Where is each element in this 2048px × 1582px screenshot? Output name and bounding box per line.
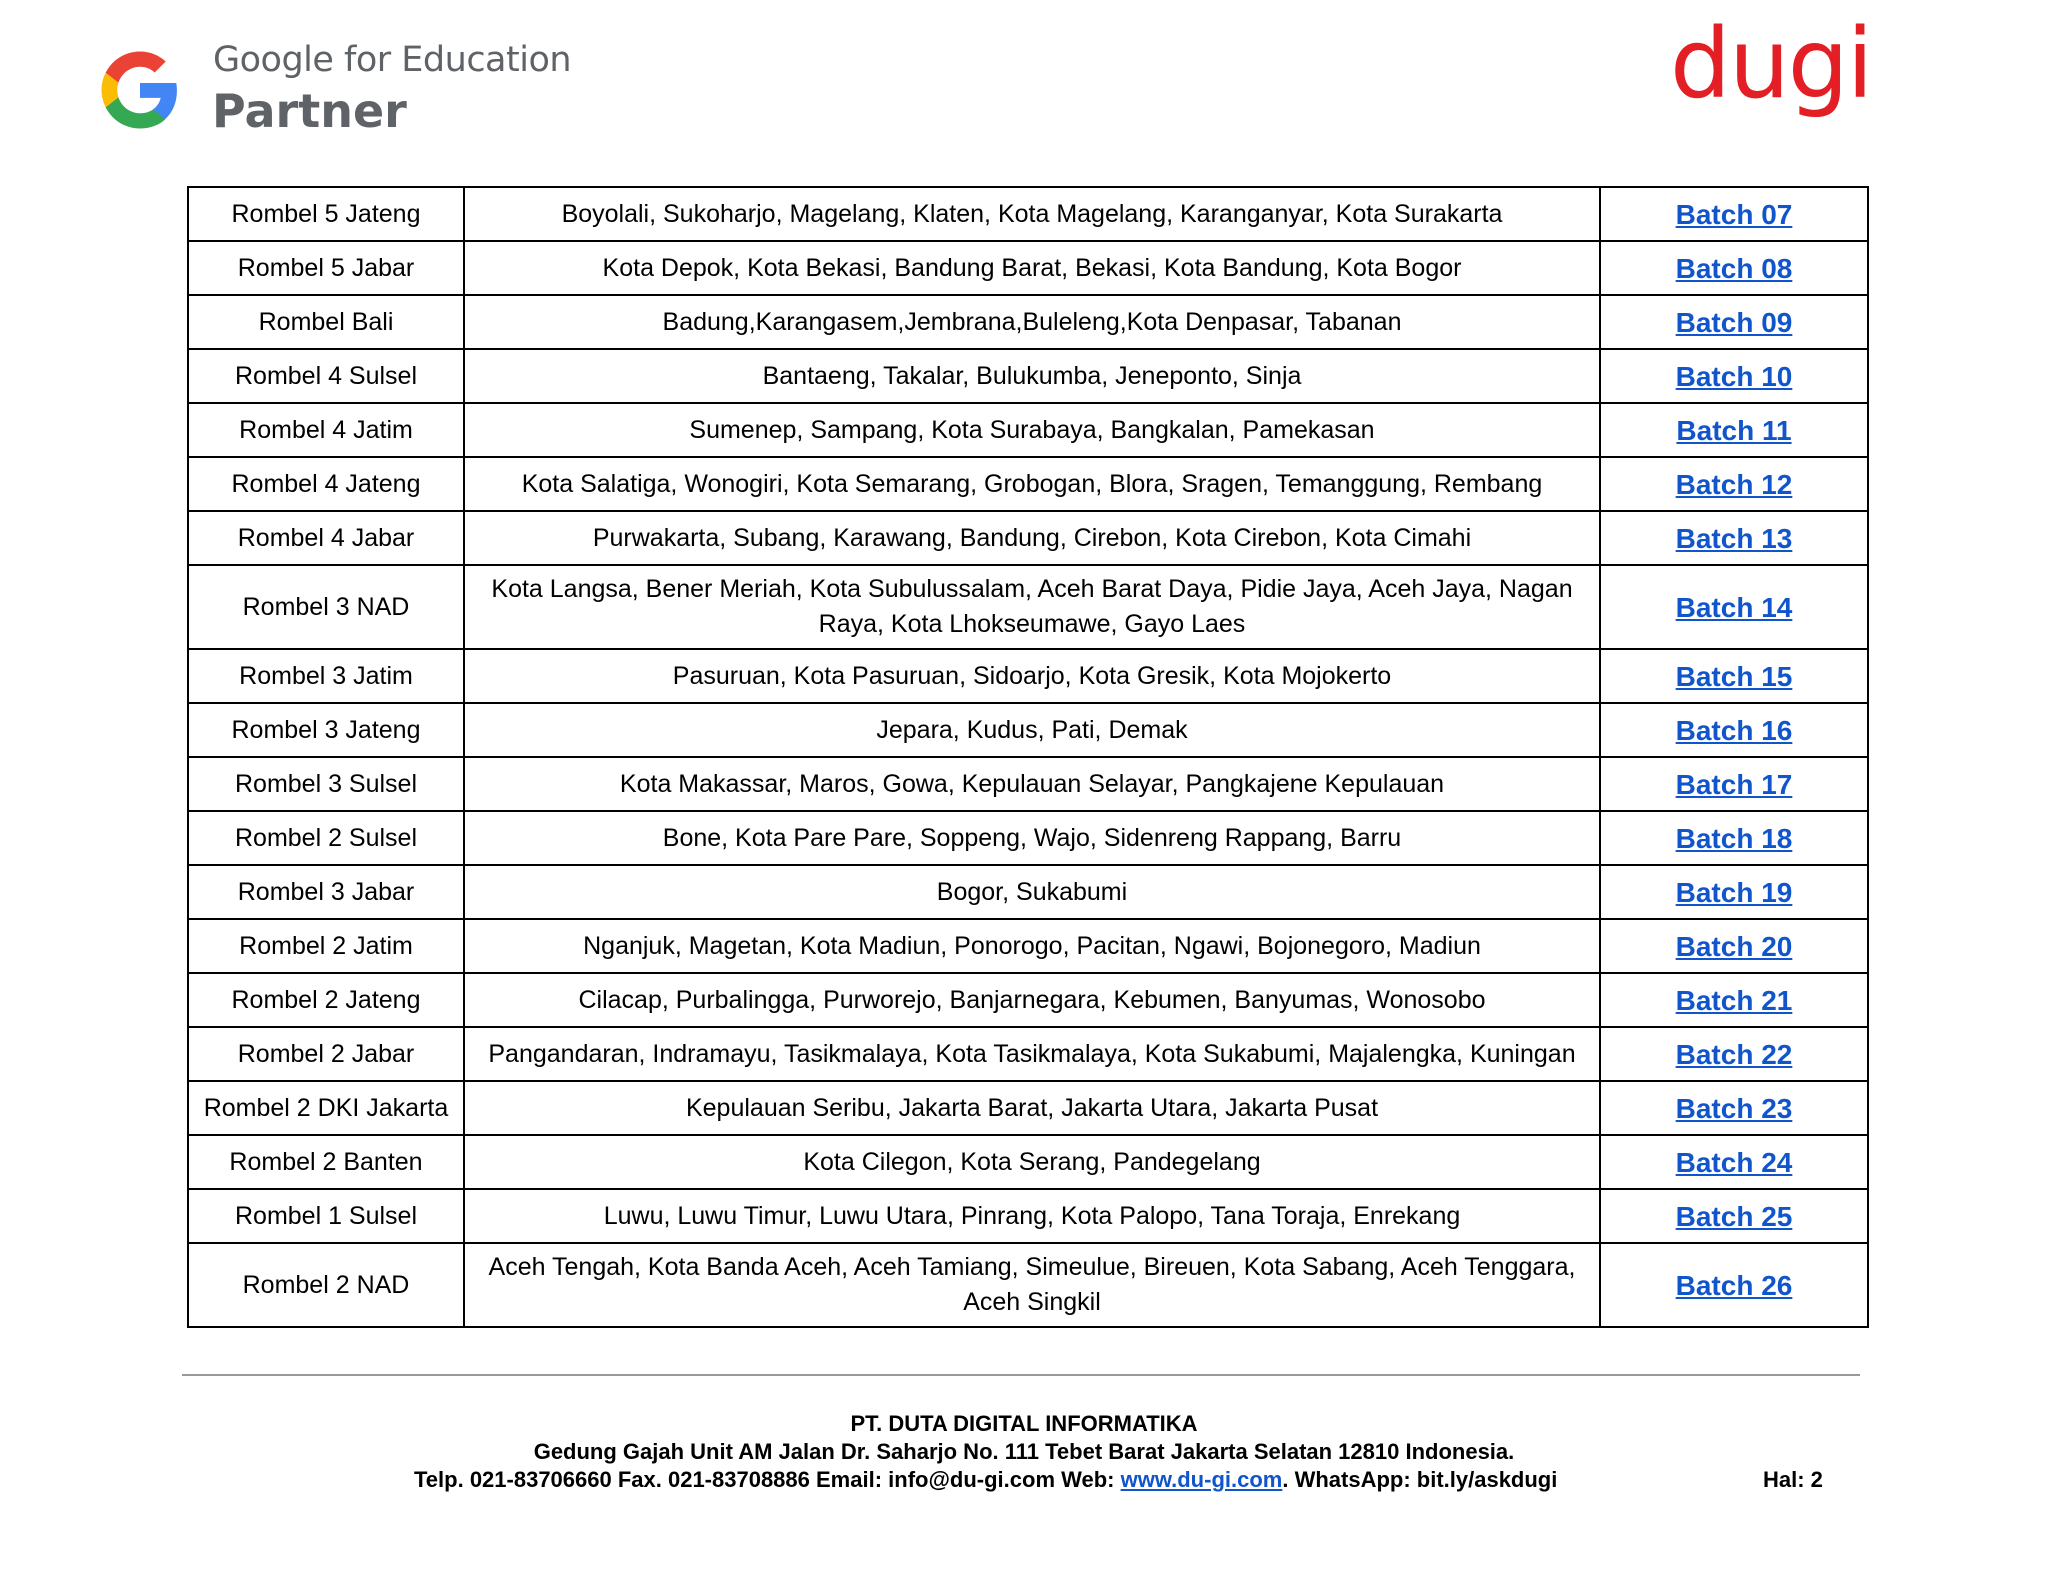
regions-cell: Nganjuk, Magetan, Kota Madiun, Ponorogo, Pacitan, Ngawi, Bojonegoro, Madiun xyxy=(464,919,1600,973)
batch-cell xyxy=(1600,1027,1868,1081)
batch-link[interactable]: Batch 10 xyxy=(1675,360,1793,392)
regions-cell: Bantaeng, Takalar, Bulukumba, Jeneponto, Sinja xyxy=(464,349,1600,403)
rombel-cell: Rombel 5 Jateng xyxy=(188,187,464,241)
dugi-logo xyxy=(1670,8,1872,140)
table-row xyxy=(188,649,1868,703)
regions-cell: Badung,Karangasem,Jembrana,Buleleng,Kota Denpasar, Tabanan xyxy=(464,295,1600,349)
table-row xyxy=(188,1081,1868,1135)
batch-cell xyxy=(1600,1081,1868,1135)
batch-cell xyxy=(1600,565,1868,649)
brand-title: Google for Education xyxy=(213,40,572,80)
rombel-cell: Rombel 4 Sulsel xyxy=(188,349,464,403)
rombel-cell: Rombel 2 NAD xyxy=(188,1243,464,1327)
regions-cell: Kota Makassar, Maros, Gowa, Kepulauan Selayar, Pangkajene Kepulauan xyxy=(464,757,1600,811)
table-row xyxy=(188,973,1868,1027)
batch-link[interactable]: Batch 13 xyxy=(1675,522,1793,554)
batch-link[interactable]: Batch 23 xyxy=(1675,1092,1793,1124)
table-row xyxy=(188,187,1868,241)
rombel-cell: Rombel 2 Jatim xyxy=(188,919,464,973)
table-row xyxy=(188,241,1868,295)
batch-cell xyxy=(1600,919,1868,973)
regions-cell: Aceh Tengah, Kota Banda Aceh, Aceh Tamiang, Simeulue, Bireuen, Kota Sabang, Aceh Tenggara, Aceh Singkil xyxy=(464,1243,1600,1327)
table-row xyxy=(188,1189,1868,1243)
batch-link[interactable]: Batch 19 xyxy=(1675,876,1793,908)
regions-cell: Bone, Kota Pare Pare, Soppeng, Wajo, Sidenreng Rappang, Barru xyxy=(464,811,1600,865)
regions-cell: Kota Cilegon, Kota Serang, Pandegelang xyxy=(464,1135,1600,1189)
table-row xyxy=(188,919,1868,973)
company-name: PT. DUTA DIGITAL INFORMATIKA xyxy=(850,1411,1198,1436)
regions-cell: Pasuruan, Kota Pasuruan, Sidoarjo, Kota Gresik, Kota Mojokerto xyxy=(464,649,1600,703)
dugi-logo-text: dugi xyxy=(1670,8,1872,120)
table-row xyxy=(188,565,1868,649)
batch-link[interactable]: Batch 18 xyxy=(1675,822,1793,854)
batch-link[interactable]: Batch 15 xyxy=(1675,660,1793,692)
rombel-cell: Rombel 2 DKI Jakarta xyxy=(188,1081,464,1135)
batch-link[interactable]: Batch 08 xyxy=(1675,252,1793,284)
company-address: Gedung Gajah Unit AM Jalan Dr. Saharjo No. 111 Tebet Barat Jakarta Selatan 12810 Indonesia. xyxy=(533,1439,1515,1464)
batch-cell xyxy=(1600,757,1868,811)
batch-link[interactable]: Batch 20 xyxy=(1675,930,1793,962)
batch-table xyxy=(187,186,1869,1328)
batch-link[interactable]: Batch 14 xyxy=(1675,591,1793,623)
batch-cell xyxy=(1600,703,1868,757)
table-body xyxy=(188,187,1868,1327)
regions-cell: Purwakarta, Subang, Karawang, Bandung, Cirebon, Kota Cirebon, Kota Cimahi xyxy=(464,511,1600,565)
regions-cell: Kepulauan Seribu, Jakarta Barat, Jakarta Utara, Jakarta Pusat xyxy=(464,1081,1600,1135)
batch-cell xyxy=(1600,403,1868,457)
footer-divider xyxy=(182,1374,1860,1376)
rombel-cell: Rombel 3 Jatim xyxy=(188,649,464,703)
rombel-cell: Rombel 3 Jateng xyxy=(188,703,464,757)
rombel-cell: Rombel 3 Sulsel xyxy=(188,757,464,811)
batch-link[interactable]: Batch 09 xyxy=(1675,306,1793,338)
rombel-cell: Rombel 2 Sulsel xyxy=(188,811,464,865)
batch-cell xyxy=(1600,973,1868,1027)
batch-cell xyxy=(1600,349,1868,403)
regions-cell: Kota Salatiga, Wonogiri, Kota Semarang, Grobogan, Blora, Sragen, Temanggung, Rembang xyxy=(464,457,1600,511)
batch-cell xyxy=(1600,1243,1868,1327)
rombel-cell: Rombel 3 Jabar xyxy=(188,865,464,919)
batch-link[interactable]: Batch 17 xyxy=(1675,768,1793,800)
batch-link[interactable]: Batch 07 xyxy=(1675,198,1793,230)
table-row xyxy=(188,403,1868,457)
brand-subtitle: Partner xyxy=(212,84,407,138)
rombel-cell: Rombel 3 NAD xyxy=(188,565,464,649)
batch-cell xyxy=(1600,457,1868,511)
batch-link[interactable]: Batch 26 xyxy=(1675,1269,1793,1301)
website-link[interactable]: www.du-gi.com xyxy=(1120,1467,1283,1492)
regions-cell: Kota Langsa, Bener Meriah, Kota Subulussalam, Aceh Barat Daya, Pidie Jaya, Aceh Jaya, Nagan Raya, Kota Lhokseumawe, Gayo Laes xyxy=(464,565,1600,649)
table-row xyxy=(188,757,1868,811)
table-row xyxy=(188,511,1868,565)
regions-cell: Pangandaran, Indramayu, Tasikmalaya, Kota Tasikmalaya, Kota Sukabumi, Majalengka, Kuningan xyxy=(464,1027,1600,1081)
rombel-cell: Rombel 1 Sulsel xyxy=(188,1189,464,1243)
batch-cell xyxy=(1600,811,1868,865)
batch-link[interactable]: Batch 22 xyxy=(1675,1038,1793,1070)
rombel-cell: Rombel 4 Jateng xyxy=(188,457,464,511)
rombel-cell: Rombel Bali xyxy=(188,295,464,349)
table-row xyxy=(188,349,1868,403)
table-row xyxy=(188,811,1868,865)
batch-cell xyxy=(1600,241,1868,295)
contact-prefix: Telp. 021-83706660 Fax. 021-83708886 Email: info@du-gi.com Web: xyxy=(414,1467,1121,1492)
contact-suffix: . WhatsApp: bit.ly/askdugi xyxy=(1282,1467,1558,1492)
batch-link[interactable]: Batch 25 xyxy=(1675,1200,1793,1232)
table-row xyxy=(188,1027,1868,1081)
rombel-cell: Rombel 2 Jateng xyxy=(188,973,464,1027)
batch-link[interactable]: Batch 11 xyxy=(1676,414,1792,446)
batch-cell xyxy=(1600,1189,1868,1243)
table-row xyxy=(188,703,1868,757)
regions-cell: Boyolali, Sukoharjo, Magelang, Klaten, Kota Magelang, Karanganyar, Kota Surakarta xyxy=(464,187,1600,241)
table-row xyxy=(188,457,1868,511)
table-row xyxy=(188,295,1868,349)
rombel-cell: Rombel 4 Jabar xyxy=(188,511,464,565)
regions-cell: Luwu, Luwu Timur, Luwu Utara, Pinrang, Kota Palopo, Tana Toraja, Enrekang xyxy=(464,1189,1600,1243)
company-contact xyxy=(414,1466,1557,1494)
batch-cell xyxy=(1600,511,1868,565)
batch-link[interactable]: Batch 21 xyxy=(1675,984,1793,1016)
table-row xyxy=(188,1135,1868,1189)
rombel-cell: Rombel 5 Jabar xyxy=(188,241,464,295)
table-row xyxy=(188,865,1868,919)
batch-cell xyxy=(1600,187,1868,241)
table-row xyxy=(188,1243,1868,1327)
rombel-cell: Rombel 2 Jabar xyxy=(188,1027,464,1081)
batch-cell xyxy=(1600,865,1868,919)
regions-cell: Jepara, Kudus, Pati, Demak xyxy=(464,703,1600,757)
page-number: Hal: 2 xyxy=(1763,1467,1823,1492)
batch-link[interactable]: Batch 16 xyxy=(1675,714,1793,746)
page-header xyxy=(0,0,2048,160)
batch-cell xyxy=(1600,295,1868,349)
batch-link[interactable]: Batch 24 xyxy=(1675,1146,1793,1178)
regions-cell: Bogor, Sukabumi xyxy=(464,865,1600,919)
regions-cell: Kota Depok, Kota Bekasi, Bandung Barat, Bekasi, Kota Bandung, Kota Bogor xyxy=(464,241,1600,295)
rombel-cell: Rombel 4 Jatim xyxy=(188,403,464,457)
batch-cell xyxy=(1600,649,1868,703)
google-g-logo-icon xyxy=(98,46,182,134)
regions-cell: Cilacap, Purbalingga, Purworejo, Banjarnegara, Kebumen, Banyumas, Wonosobo xyxy=(464,973,1600,1027)
batch-cell xyxy=(1600,1135,1868,1189)
rombel-cell: Rombel 2 Banten xyxy=(188,1135,464,1189)
batch-link[interactable]: Batch 12 xyxy=(1675,468,1793,500)
regions-cell: Sumenep, Sampang, Kota Surabaya, Bangkalan, Pamekasan xyxy=(464,403,1600,457)
